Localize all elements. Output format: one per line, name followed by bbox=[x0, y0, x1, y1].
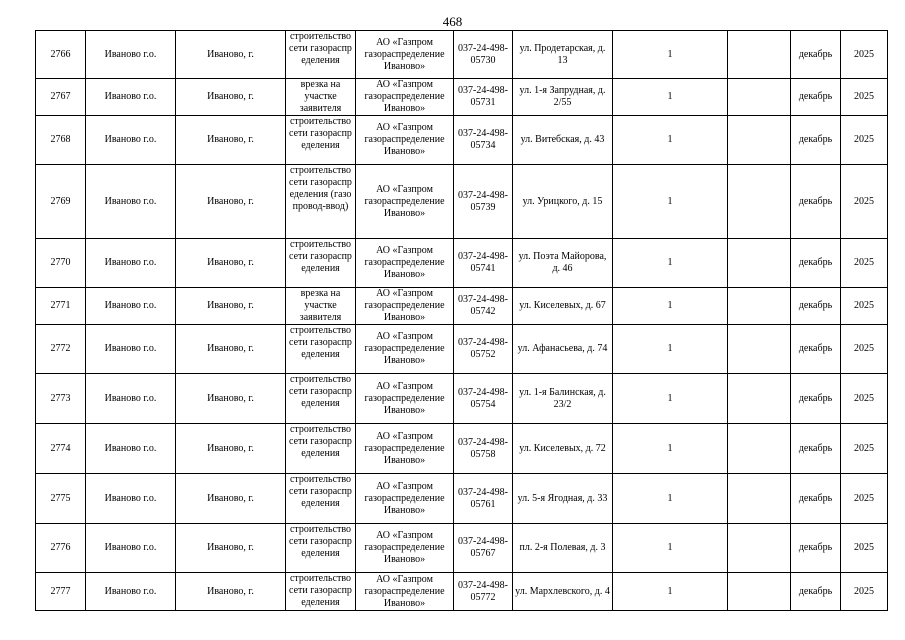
row-number: 2766 bbox=[36, 31, 86, 79]
work-type-cell: строительство сети газораспределения bbox=[286, 116, 356, 165]
district-cell: Иваново г.о. bbox=[86, 288, 176, 325]
address-cell: ул. Мархлевского, д. 4 bbox=[513, 573, 613, 611]
table-row bbox=[36, 165, 888, 239]
row-number: 2770 bbox=[36, 239, 86, 288]
count-cell: 1 bbox=[613, 116, 728, 165]
district-cell: Иваново г.о. bbox=[86, 165, 176, 239]
table-row bbox=[36, 79, 888, 116]
table-row bbox=[36, 239, 888, 288]
empty-cell bbox=[728, 165, 791, 239]
district-cell: Иваново г.о. bbox=[86, 31, 176, 79]
row-number: 2777 bbox=[36, 573, 86, 611]
address-cell: ул. Витебская, д. 43 bbox=[513, 116, 613, 165]
year-cell: 2025 bbox=[841, 239, 888, 288]
year-cell: 2025 bbox=[841, 325, 888, 374]
organization-cell: АО «Газпром газораспределение Иваново» bbox=[356, 325, 454, 374]
row-number: 2772 bbox=[36, 325, 86, 374]
work-type-cell: строительство сети газораспределения (газопровод-ввод) bbox=[286, 165, 356, 239]
organization-cell: АО «Газпром газораспределение Иваново» bbox=[356, 31, 454, 79]
year-cell: 2025 bbox=[841, 79, 888, 116]
month-cell: декабрь bbox=[791, 424, 841, 474]
month-cell: декабрь bbox=[791, 288, 841, 325]
count-cell: 1 bbox=[613, 573, 728, 611]
month-cell: декабрь bbox=[791, 165, 841, 239]
locality-cell: Иваново, г. bbox=[176, 239, 286, 288]
month-cell: декабрь bbox=[791, 325, 841, 374]
district-cell: Иваново г.о. bbox=[86, 116, 176, 165]
application-number-cell: 037-24-498-05758 bbox=[454, 424, 513, 474]
work-type-cell: строительство сети газораспределения bbox=[286, 325, 356, 374]
locality-cell: Иваново, г. bbox=[176, 573, 286, 611]
organization-cell: АО «Газпром газораспределение Иваново» bbox=[356, 573, 454, 611]
organization-cell: АО «Газпром газораспределение Иваново» bbox=[356, 474, 454, 524]
empty-cell bbox=[728, 325, 791, 374]
table-row bbox=[36, 325, 888, 374]
row-number: 2767 bbox=[36, 79, 86, 116]
count-cell: 1 bbox=[613, 31, 728, 79]
empty-cell bbox=[728, 424, 791, 474]
locality-cell: Иваново, г. bbox=[176, 325, 286, 374]
application-number-cell: 037-24-498-05754 bbox=[454, 374, 513, 424]
work-type-cell: строительство сети газораспределения bbox=[286, 424, 356, 474]
table-row bbox=[36, 374, 888, 424]
organization-cell: АО «Газпром газораспределение Иваново» bbox=[356, 116, 454, 165]
locality-cell: Иваново, г. bbox=[176, 374, 286, 424]
district-cell: Иваново г.о. bbox=[86, 325, 176, 374]
address-cell: ул. Афанасьева, д. 74 bbox=[513, 325, 613, 374]
address-cell: ул. Урицкого, д. 15 bbox=[513, 165, 613, 239]
address-cell: ул. Киселевых, д. 67 bbox=[513, 288, 613, 325]
month-cell: декабрь bbox=[791, 474, 841, 524]
table-row bbox=[36, 424, 888, 474]
address-cell: ул. 1-я Запрудная, д. 2/55 bbox=[513, 79, 613, 116]
work-type-cell: строительство сети газораспределения bbox=[286, 31, 356, 79]
page-number: 468 bbox=[442, 14, 463, 29]
address-cell: ул. Продетарская, д. 13 bbox=[513, 31, 613, 79]
year-cell: 2025 bbox=[841, 424, 888, 474]
count-cell: 1 bbox=[613, 165, 728, 239]
count-cell: 1 bbox=[613, 325, 728, 374]
count-cell: 1 bbox=[613, 79, 728, 116]
gas-connection-table bbox=[35, 30, 888, 611]
month-cell: декабрь bbox=[791, 31, 841, 79]
row-number: 2771 bbox=[36, 288, 86, 325]
district-cell: Иваново г.о. bbox=[86, 424, 176, 474]
application-number-cell: 037-24-498-05772 bbox=[454, 573, 513, 611]
year-cell: 2025 bbox=[841, 474, 888, 524]
locality-cell: Иваново, г. bbox=[176, 116, 286, 165]
address-cell: ул. 1-я Балинская, д. 23/2 bbox=[513, 374, 613, 424]
address-cell: ул. Поэта Майорова, д. 46 bbox=[513, 239, 613, 288]
empty-cell bbox=[728, 288, 791, 325]
address-cell: ул. 5-я Ягодная, д. 33 bbox=[513, 474, 613, 524]
application-number-cell: 037-24-498-05741 bbox=[454, 239, 513, 288]
organization-cell: АО «Газпром газораспределение Иваново» bbox=[356, 424, 454, 474]
organization-cell: АО «Газпром газораспределение Иваново» bbox=[356, 288, 454, 325]
application-number-cell: 037-24-498-05739 bbox=[454, 165, 513, 239]
locality-cell: Иваново, г. bbox=[176, 79, 286, 116]
row-number: 2773 bbox=[36, 374, 86, 424]
table-row bbox=[36, 474, 888, 524]
application-number-cell: 037-24-498-05742 bbox=[454, 288, 513, 325]
row-number: 2776 bbox=[36, 524, 86, 573]
year-cell: 2025 bbox=[841, 374, 888, 424]
row-number: 2768 bbox=[36, 116, 86, 165]
year-cell: 2025 bbox=[841, 288, 888, 325]
empty-cell bbox=[728, 239, 791, 288]
work-type-cell: строительство сети газораспределения bbox=[286, 374, 356, 424]
table-row bbox=[36, 288, 888, 325]
organization-cell: АО «Газпром газораспределение Иваново» bbox=[356, 524, 454, 573]
month-cell: декабрь bbox=[791, 239, 841, 288]
empty-cell bbox=[728, 524, 791, 573]
organization-cell: АО «Газпром газораспределение Иваново» bbox=[356, 374, 454, 424]
month-cell: декабрь bbox=[791, 79, 841, 116]
month-cell: декабрь bbox=[791, 573, 841, 611]
table-row bbox=[36, 116, 888, 165]
locality-cell: Иваново, г. bbox=[176, 424, 286, 474]
empty-cell bbox=[728, 31, 791, 79]
district-cell: Иваново г.о. bbox=[86, 239, 176, 288]
locality-cell: Иваново, г. bbox=[176, 288, 286, 325]
organization-cell: АО «Газпром газораспределение Иваново» bbox=[356, 165, 454, 239]
locality-cell: Иваново, г. bbox=[176, 165, 286, 239]
row-number: 2775 bbox=[36, 474, 86, 524]
application-number-cell: 037-24-498-05731 bbox=[454, 79, 513, 116]
count-cell: 1 bbox=[613, 288, 728, 325]
district-cell: Иваново г.о. bbox=[86, 524, 176, 573]
year-cell: 2025 bbox=[841, 573, 888, 611]
month-cell: декабрь bbox=[791, 374, 841, 424]
table-row bbox=[36, 524, 888, 573]
year-cell: 2025 bbox=[841, 524, 888, 573]
district-cell: Иваново г.о. bbox=[86, 79, 176, 116]
application-number-cell: 037-24-498-05767 bbox=[454, 524, 513, 573]
month-cell: декабрь bbox=[791, 524, 841, 573]
year-cell: 2025 bbox=[841, 31, 888, 79]
district-cell: Иваново г.о. bbox=[86, 573, 176, 611]
application-number-cell: 037-24-498-05730 bbox=[454, 31, 513, 79]
year-cell: 2025 bbox=[841, 165, 888, 239]
work-type-cell: строительство сети газораспределения bbox=[286, 474, 356, 524]
work-type-cell: строительство сети газораспределения bbox=[286, 573, 356, 611]
month-cell: декабрь bbox=[791, 116, 841, 165]
row-number: 2769 bbox=[36, 165, 86, 239]
district-cell: Иваново г.о. bbox=[86, 374, 176, 424]
work-type-cell: врезка на участке заявителя bbox=[286, 79, 356, 116]
application-number-cell: 037-24-498-05761 bbox=[454, 474, 513, 524]
count-cell: 1 bbox=[613, 374, 728, 424]
count-cell: 1 bbox=[613, 474, 728, 524]
work-type-cell: строительство сети газораспределения bbox=[286, 524, 356, 573]
table-row bbox=[36, 573, 888, 611]
locality-cell: Иваново, г. bbox=[176, 31, 286, 79]
work-type-cell: строительство сети газораспределения bbox=[286, 239, 356, 288]
empty-cell bbox=[728, 374, 791, 424]
district-cell: Иваново г.о. bbox=[86, 474, 176, 524]
empty-cell bbox=[728, 116, 791, 165]
empty-cell bbox=[728, 79, 791, 116]
address-cell: ул. Киселевых, д. 72 bbox=[513, 424, 613, 474]
empty-cell bbox=[728, 573, 791, 611]
year-cell: 2025 bbox=[841, 116, 888, 165]
row-number: 2774 bbox=[36, 424, 86, 474]
locality-cell: Иваново, г. bbox=[176, 524, 286, 573]
count-cell: 1 bbox=[613, 524, 728, 573]
table-row bbox=[36, 31, 888, 79]
application-number-cell: 037-24-498-05734 bbox=[454, 116, 513, 165]
locality-cell: Иваново, г. bbox=[176, 474, 286, 524]
application-number-cell: 037-24-498-05752 bbox=[454, 325, 513, 374]
work-type-cell: врезка на участке заявителя bbox=[286, 288, 356, 325]
count-cell: 1 bbox=[613, 424, 728, 474]
organization-cell: АО «Газпром газораспределение Иваново» bbox=[356, 79, 454, 116]
organization-cell: АО «Газпром газораспределение Иваново» bbox=[356, 239, 454, 288]
empty-cell bbox=[728, 474, 791, 524]
count-cell: 1 bbox=[613, 239, 728, 288]
address-cell: пл. 2-я Полевая, д. 3 bbox=[513, 524, 613, 573]
